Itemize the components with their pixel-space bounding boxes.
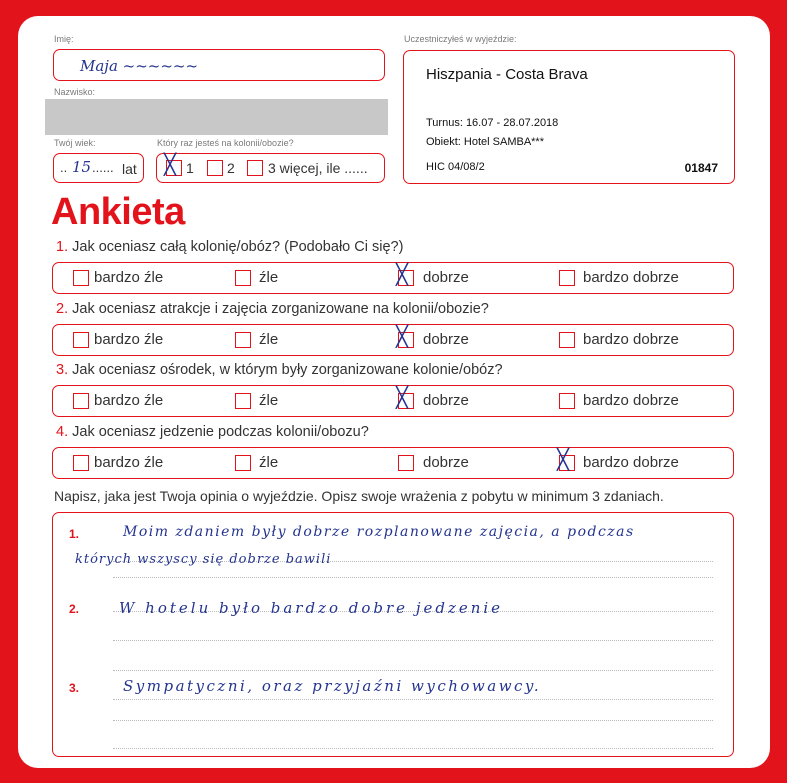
wiek-field[interactable] [53, 153, 144, 183]
page-title: Ankieta [51, 191, 185, 233]
check-mark-icon: ╳ [396, 262, 409, 286]
checkbox-q3-opt2[interactable] [235, 393, 251, 409]
nazwisko-label: Nazwisko: [54, 87, 96, 97]
option-label: źle [259, 454, 279, 471]
ktory-raz-option-2: 2 [227, 160, 235, 176]
checkbox-q2-opt1[interactable] [73, 332, 89, 348]
writing-line [113, 640, 713, 641]
checkbox-q2-opt3[interactable] [396, 324, 414, 348]
option-label: bardzo dobrze [583, 392, 679, 409]
answer-row-4 [52, 447, 734, 479]
checkbox-q2-opt2[interactable] [235, 332, 251, 348]
writing-line [113, 577, 713, 578]
writing-line [113, 720, 713, 721]
opinion-line-number-1: 1. [69, 527, 80, 541]
question-number: 2. [56, 301, 69, 317]
wiek-label: Twój wiek: [54, 138, 96, 148]
answer-row-2 [52, 324, 734, 356]
writing-line [113, 699, 713, 700]
check-mark-icon: ╳ [396, 385, 409, 409]
writing-line [113, 748, 713, 749]
checkbox-q4-opt4[interactable] [557, 447, 575, 471]
ktory-raz-checkbox-2[interactable] [207, 160, 223, 176]
check-mark-icon: ╳ [557, 447, 570, 471]
opinion-answer-2: W hotelu było bardzo dobre jedzenie [119, 599, 504, 617]
question-text: Jak oceniasz ośrodek, w którym były zorganizowane kolonie/obóz? [72, 362, 503, 378]
option-label: dobrze [423, 269, 469, 286]
checkbox-q1-opt3[interactable] [396, 262, 414, 286]
ktory-raz-field [156, 153, 385, 183]
option-label: bardzo dobrze [583, 454, 679, 471]
question-2 [56, 301, 489, 317]
survey-sheet [18, 16, 770, 768]
checkbox-q1-opt4[interactable] [559, 270, 575, 286]
option-label: dobrze [423, 392, 469, 409]
opinion-box[interactable] [52, 512, 734, 757]
trip-info-box [403, 50, 735, 184]
option-label: źle [259, 392, 279, 409]
ktory-raz-option-3: 3 więcej, ile ...... [268, 160, 368, 176]
option-label: bardzo dobrze [583, 269, 679, 286]
question-1 [56, 239, 403, 255]
check-mark-icon: ╳ [396, 324, 409, 348]
trip-code: HIC 04/08/2 [426, 161, 485, 173]
question-text: Jak oceniasz atrakcje i zajęcia zorganizowane na kolonii/obozie? [72, 301, 489, 317]
opinion-line-number-2: 2. [69, 602, 80, 616]
question-text: Jak oceniasz całą kolonię/obóz? (Podobało Ci się?) [72, 239, 404, 255]
answer-row-1 [52, 262, 734, 294]
checkbox-q3-opt4[interactable] [559, 393, 575, 409]
check-mark-icon: ╳ [164, 152, 177, 176]
option-label: bardzo źle [94, 454, 164, 471]
checkbox-q4-opt2[interactable] [235, 455, 251, 471]
opinion-answer-3: Sympatyczni, oraz przyjaźni wychowawcy. [123, 677, 542, 695]
turnus: Turnus: 16.07 - 28.07.2018 [426, 117, 559, 129]
checkbox-q4-opt3[interactable] [398, 455, 414, 471]
checkbox-q2-opt4[interactable] [559, 332, 575, 348]
answer-row-3 [52, 385, 734, 417]
question-number: 4. [56, 424, 69, 440]
option-label: bardzo źle [94, 331, 164, 348]
opinion-answer-1a: Moim zdaniem były dobrze rozplanowane zajęcia, a podczas [123, 524, 635, 540]
question-number: 1. [56, 239, 69, 255]
option-label: dobrze [423, 331, 469, 348]
option-label: źle [259, 331, 279, 348]
trip-number: 01847 [684, 161, 718, 175]
wiek-dots-left: .. [60, 160, 68, 175]
question-text: Jak oceniasz jedzenie podczas kolonii/obozu? [72, 424, 369, 440]
question-3 [56, 362, 503, 378]
imie-value: Maja ~~~~~~ [80, 57, 199, 75]
ktory-raz-checkbox-1[interactable] [164, 152, 182, 176]
option-label: bardzo źle [94, 269, 164, 286]
ktory-raz-option-1: 1 [186, 160, 194, 176]
obiekt: Obiekt: Hotel SAMBA*** [426, 136, 544, 148]
imie-label: Imię: [54, 34, 74, 44]
wiek-value: 15 [72, 158, 92, 176]
ktory-raz-checkbox-3[interactable] [247, 160, 263, 176]
checkbox-q1-opt1[interactable] [73, 270, 89, 286]
option-label: bardzo źle [94, 392, 164, 409]
question-number: 3. [56, 362, 69, 378]
option-label: źle [259, 269, 279, 286]
ktory-raz-label: Który raz jesteś na kolonii/obozie? [157, 138, 294, 148]
imie-field[interactable] [53, 49, 385, 81]
option-label: dobrze [423, 454, 469, 471]
checkbox-q1-opt2[interactable] [235, 270, 251, 286]
writing-line [113, 670, 713, 671]
checkbox-q3-opt1[interactable] [73, 393, 89, 409]
checkbox-q3-opt3[interactable] [396, 385, 414, 409]
option-label: bardzo dobrze [583, 331, 679, 348]
wiek-unit: lat [122, 161, 137, 177]
opinion-answer-1b: których wszyscy się dobrze bawili [75, 552, 332, 567]
trip-title: Hiszpania - Costa Brava [426, 66, 588, 83]
opinion-line-number-3: 3. [69, 681, 80, 695]
opinion-prompt: Napisz, jaka jest Twoja opinia o wyjeździe. Opisz swoje wrażenia z pobytu w minimum 3 zdaniach. [54, 488, 664, 504]
question-4 [56, 424, 369, 440]
wiek-dots-right: ...... [92, 160, 114, 175]
nazwisko-redacted [45, 99, 388, 135]
uczestniczyles-label: Uczestniczyłeś w wyjeździe: [404, 34, 517, 44]
checkbox-q4-opt1[interactable] [73, 455, 89, 471]
